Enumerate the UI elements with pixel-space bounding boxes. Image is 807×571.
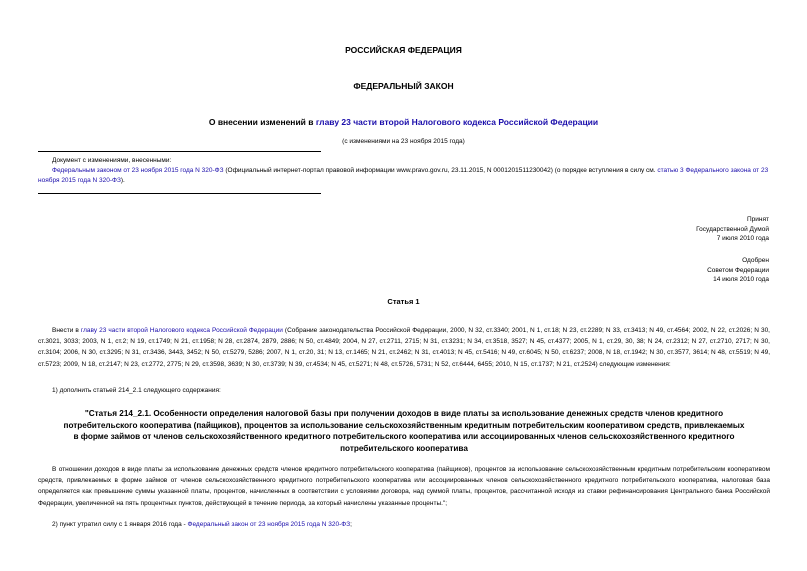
item-2: [52, 520, 352, 530]
intro-citations: (Собрание законодательства Российской Федерации, 2000, N 32, ст.3340; 2001, N 1, ст.18; N 23, ст.2289; N 33, ст.3413; N 49, ст.4564; 2002, N 22, ст.2026; N 30, ст.3021, 3033; 2003, N 1, ст.2; N 19, ст.1749; N 21, ст.1958; N 28, ст.2874, 2879, 2886; N 50, ст.4849; 2004, N 27, ст.2711, 2715; N 31, ст.3231; N 34, ст.3518, 3527; N 45, ст.4377; 2005, N 1, ст.29, 30, 38; N 24, ст.2312; N 27, ст.2710, 2717; N 30, ст.3104; 2006, N 30, ст.3295; N 31, ст.3436, 3443, 3452; N 50, ст.5279, 5286; 2007, N 1, ст.20, 31; N 13, ст.1465; N 21, ст.2462; N 31, ст.4013; N 45, ст.5416; N 49, ст.6045; N 50, ст.6237; 2008, N 18, ст.1942; N 30, ст.3577, 3614; N 48, ст.5519; N 49, ст.5723; 2009, N 18, ст.2147; N 23, ст.2772, 2775; N 29, ст.3598, 3639; N 30, ст.3739; N 39, ст.4534; N 45, ст.5271; N 48, ст.5726, 5731; N 52, ст.6444, 6455; 2010, N 15, ст.1737; N 21, ст.2524) следующие изменения:: [38, 327, 770, 368]
amendments-heading: Документ с изменениями, внесенными:: [52, 157, 172, 164]
new-article-title: "Статья 214_2.1. Особенности определения налоговой базы при получении доходов в виде платы за использование денежных средств членов кредитного потребительского кооператива (пайщиков), процентов за использование сельскохозяйственным кредитным потребительским кооперативом средств, привлекаемых в форме займов от членов сельскохозяйственного кредитного потребительского кооператива или ассоциированных членов сельскохозяйственного кредитного потребительского кооператива: [63, 409, 745, 453]
intro-chapter-link[interactable]: главу 23 части второй Налогового кодекса Российской Федерации: [80, 327, 283, 334]
chapter-23-link[interactable]: главу 23 части второй Налогового кодекса Российской Федерации: [315, 117, 599, 127]
approved-label: Одобрен: [742, 257, 769, 264]
intro-prefix: Внести в: [52, 327, 81, 334]
duma-date: 7 июля 2010 года: [716, 235, 769, 243]
federal-law-320-link[interactable]: Федерального закона от 23 ноября 2015 года N 320-ФЗ: [38, 167, 769, 184]
amendments-top-rule: [38, 151, 321, 152]
amendments-closing: ).: [120, 176, 125, 184]
item-2-suffix: ;: [350, 521, 352, 528]
article-1-heading: Статья 1: [387, 297, 420, 306]
revision-note: (с изменениями на 23 ноября 2015 года): [342, 138, 465, 145]
new-article-body: В отношении доходов в виде платы за использование денежных средств членов кредитного потребительского кооператива (пайщиков), процентов за использование сельскохозяйственным кредитным потребительским кооперативом средств, привлекаемых в форме займов от членов сельскохозяйственного кредитного потребительского кооператива или ассоциированных членов сельскохозяйственного кредитного потребительского кооператива, налоговая база определяется как превышение суммы указанной платы, процентов, начисленных в соответствии с условиями договора, над суммой платы, процентов, рассчитанной исходя из ставки рефинансирования Центрального банка Российской Федерации, увеличенной на пять процентных пунктов, действующей в течение периода, за который начислены указанные проценты.";: [38, 466, 770, 507]
article-1-intro: [38, 325, 770, 370]
amendments-bottom-rule: [38, 193, 321, 194]
council-label: Советом Федерации: [707, 266, 769, 274]
item-2-prefix: 2) пункт утратил силу с 1 января 2016 года -: [52, 521, 188, 528]
article-3-link[interactable]: статью 3: [657, 167, 684, 174]
law-type-heading: ФЕДЕРАЛЬНЫЙ ЗАКОН: [353, 81, 454, 91]
title-prefix: О внесении изменений в: [208, 117, 316, 127]
council-date: 14 июля 2010 года: [713, 276, 769, 284]
adopted-label: Принят: [746, 216, 769, 223]
adoption-duma: [696, 215, 769, 244]
item-2-law-link[interactable]: Федеральный закон от 23 ноября 2015 года N 320-ФЗ: [187, 521, 351, 528]
item-1: 1) дополнить статьей 214_2.1 следующего содержания:: [52, 387, 221, 394]
document-title: [0, 117, 807, 127]
amendments-source-text: (Официальный интернет-портал правовой информации www.pravo.gov.ru, 23.11.2015, N 0001201511230042) (о порядке вступления в силу см.: [223, 167, 658, 174]
amendments-text: [38, 166, 770, 185]
adoption-council: [707, 256, 769, 285]
amendment-law-link[interactable]: Федеральным законом от 23 ноября 2015 года N 320-ФЗ: [52, 167, 224, 174]
country-heading: РОССИЙСКАЯ ФЕДЕРАЦИЯ: [345, 45, 462, 55]
duma-label: Государственной Думой: [696, 225, 769, 233]
